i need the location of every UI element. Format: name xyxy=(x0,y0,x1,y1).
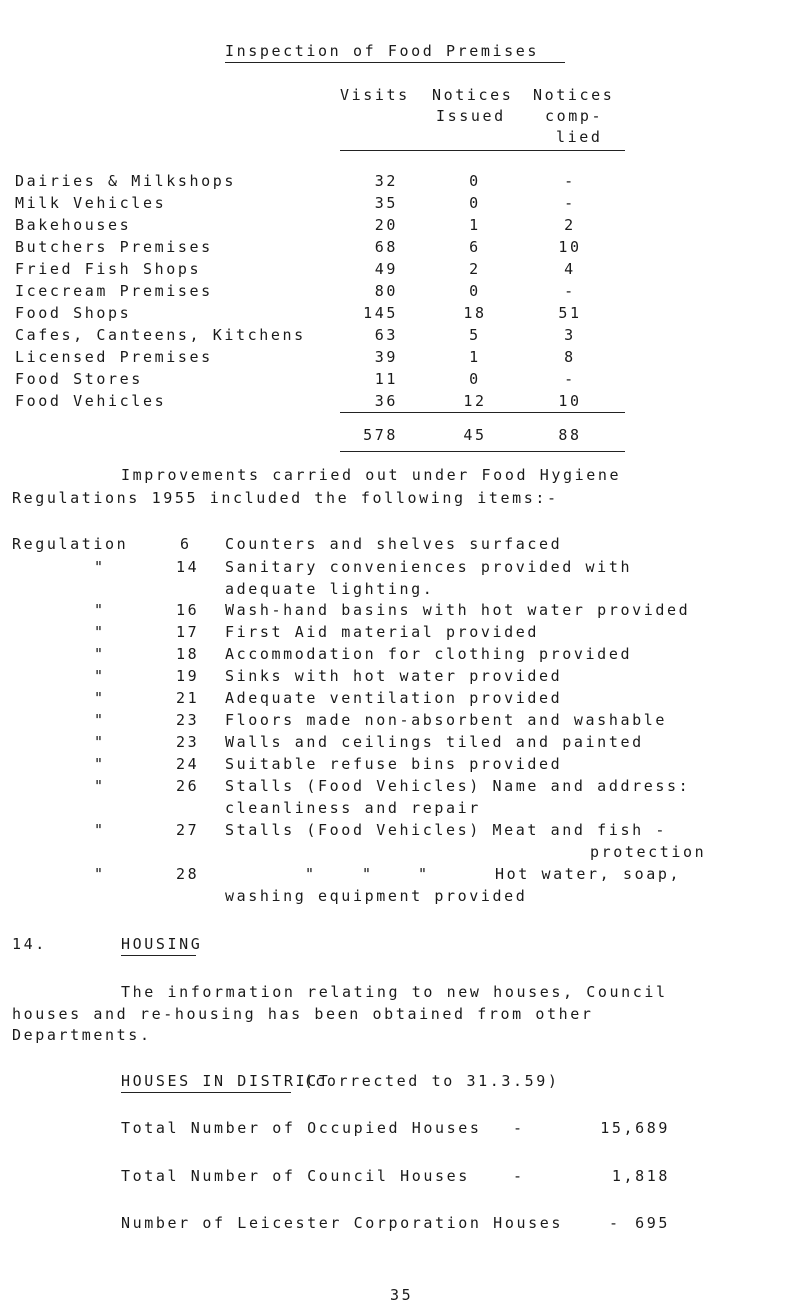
row-name: Cafes, Canteens, Kitchens xyxy=(15,326,306,344)
row-visits: 11 xyxy=(374,370,398,388)
totals-top-rule xyxy=(340,412,625,413)
stat-dash: - xyxy=(609,1214,621,1232)
page-title: Inspection of Food Premises xyxy=(225,42,540,60)
row-complied: 8 xyxy=(564,348,576,366)
housing-heading-underline xyxy=(121,955,196,956)
stat-dash: - xyxy=(513,1167,525,1185)
ditto-mark: " xyxy=(94,777,106,795)
regulation-text: Sinks with hot water provided xyxy=(225,667,563,685)
ditto-mark: " xyxy=(94,667,106,685)
regulation-number: 24 xyxy=(176,755,200,773)
row-complied: 2 xyxy=(564,216,576,234)
regulation-text-cont: cleanliness and repair xyxy=(225,799,481,817)
regulation-text: Stalls (Food Vehicles) Name and address: xyxy=(225,777,691,795)
row-issued: 0 xyxy=(469,172,481,190)
row-visits: 35 xyxy=(374,194,398,212)
regulation-number: 21 xyxy=(176,689,200,707)
ditto-mark: " xyxy=(94,689,106,707)
ditto-mark: " xyxy=(94,821,106,839)
regulation-number: 6 xyxy=(180,535,192,553)
stat-dash: - xyxy=(513,1119,525,1137)
header-complied-3: lied xyxy=(556,128,603,146)
stat-label: Number of Leicester Corporation Houses xyxy=(121,1214,563,1232)
row-complied: - xyxy=(564,282,576,300)
regulation-text-cont: protection xyxy=(590,843,707,861)
housing-para-line-3: Departments. xyxy=(12,1026,152,1044)
regulation-text: Walls and ceilings tiled and painted xyxy=(225,733,644,751)
row-name: Food Stores xyxy=(15,370,143,388)
totals-bottom-rule xyxy=(340,451,625,452)
stat-value: 1,818 xyxy=(611,1167,670,1185)
header-complied-1: Notices xyxy=(533,86,615,104)
row-visits: 68 xyxy=(374,238,398,256)
row-name: Food Shops xyxy=(15,304,132,322)
row-name: Licensed Premises xyxy=(15,348,213,366)
header-issued-1: Notices xyxy=(432,86,514,104)
row-issued: 0 xyxy=(469,370,481,388)
regulation-number: 26 xyxy=(176,777,200,795)
row-issued: 0 xyxy=(469,194,481,212)
row-name: Dairies & Milkshops xyxy=(15,172,236,190)
row-complied: 3 xyxy=(564,326,576,344)
regulation-number: 23 xyxy=(176,711,200,729)
regulation-number: 18 xyxy=(176,645,200,663)
regulation-text: Floors made non-absorbent and washable xyxy=(225,711,667,729)
regulation-text: Stalls (Food Vehicles) Meat and fish - xyxy=(225,821,667,839)
houses-in-district-date: (corrected to 31.3.59) xyxy=(292,1072,560,1090)
row-name: Food Vehicles xyxy=(15,392,167,410)
stat-label: Total Number of Council Houses xyxy=(121,1167,470,1185)
regulation-text-cont: adequate lighting. xyxy=(225,580,435,598)
row-complied: 10 xyxy=(558,238,582,256)
housing-para-line-2: houses and re-housing has been obtained from other xyxy=(12,1005,594,1023)
header-issued-2: Issued xyxy=(436,107,506,125)
regulation-text: Sanitary conveniences provided with xyxy=(225,558,633,576)
row-name: Icecream Premises xyxy=(15,282,213,300)
row-issued: 0 xyxy=(469,282,481,300)
row-visits: 36 xyxy=(374,392,398,410)
regulation-number: 23 xyxy=(176,733,200,751)
row-complied: - xyxy=(564,370,576,388)
regulation-number: 17 xyxy=(176,623,200,641)
regulation-text: First Aid material provided xyxy=(225,623,540,641)
stat-value: 15,689 xyxy=(600,1119,670,1137)
regulation-label: Regulation xyxy=(12,535,129,553)
row-visits: 80 xyxy=(374,282,398,300)
regulation-number: 19 xyxy=(176,667,200,685)
regulation-text: Counters and shelves surfaced xyxy=(225,535,563,553)
regulation-number: 28 xyxy=(176,865,200,883)
regulation-text: Suitable refuse bins provided xyxy=(225,755,563,773)
row-issued: 1 xyxy=(469,348,481,366)
row-complied: 51 xyxy=(558,304,582,322)
stat-label: Total Number of Occupied Houses xyxy=(121,1119,482,1137)
ditto-mark: " xyxy=(94,733,106,751)
section-number: 14. xyxy=(12,935,47,953)
row-complied: 10 xyxy=(558,392,582,410)
ditto-mark: " xyxy=(94,558,106,576)
row-issued: 6 xyxy=(469,238,481,256)
housing-heading: HOUSING xyxy=(121,935,203,953)
houses-in-district-underline xyxy=(121,1092,291,1093)
header-rule xyxy=(340,150,625,151)
page-number: 35 xyxy=(390,1286,414,1304)
row-name: Milk Vehicles xyxy=(15,194,167,212)
row-visits: 20 xyxy=(374,216,398,234)
regulation-number: 14 xyxy=(176,558,200,576)
ditto-mark: " xyxy=(94,865,106,883)
regulation-text-cont: washing equipment provided xyxy=(225,887,528,905)
ditto-mark: " xyxy=(94,755,106,773)
row-visits: 49 xyxy=(374,260,398,278)
stat-value: 695 xyxy=(635,1214,670,1232)
row-visits: 63 xyxy=(374,326,398,344)
header-visits: Visits xyxy=(340,86,410,104)
improvements-line-2: Regulations 1955 included the following items:- xyxy=(12,489,559,507)
regulation-text: Adequate ventilation provided xyxy=(225,689,563,707)
row-name: Fried Fish Shops xyxy=(15,260,202,278)
row-issued: 18 xyxy=(463,304,487,322)
ditto-mark: " xyxy=(94,645,106,663)
ditto-mark: " xyxy=(94,601,106,619)
row-visits: 39 xyxy=(374,348,398,366)
ditto-mark: " xyxy=(305,865,317,883)
improvements-line-1: Improvements carried out under Food Hygiene xyxy=(121,466,622,484)
total-issued: 45 xyxy=(463,426,487,444)
row-name: Butchers Premises xyxy=(15,238,213,256)
regulation-text: Accommodation for clothing provided xyxy=(225,645,633,663)
regulation-number: 27 xyxy=(176,821,200,839)
ditto-mark: " xyxy=(418,865,430,883)
houses-in-district-heading: HOUSES IN DISTRICT xyxy=(121,1072,331,1090)
row-issued: 2 xyxy=(469,260,481,278)
row-complied: - xyxy=(564,172,576,190)
total-complied: 88 xyxy=(558,426,582,444)
ditto-mark: " xyxy=(94,623,106,641)
row-visits: 145 xyxy=(363,304,398,322)
total-visits: 578 xyxy=(363,426,398,444)
ditto-mark: " xyxy=(362,865,374,883)
housing-para-line-1: The information relating to new houses, Council xyxy=(121,983,668,1001)
regulation-text: Wash-hand basins with hot water provided xyxy=(225,601,691,619)
row-issued: 1 xyxy=(469,216,481,234)
row-issued: 12 xyxy=(463,392,487,410)
regulation-number: 16 xyxy=(176,601,200,619)
row-complied: 4 xyxy=(564,260,576,278)
row-issued: 5 xyxy=(469,326,481,344)
title-underline xyxy=(225,62,565,63)
row-visits: 32 xyxy=(374,172,398,190)
ditto-mark: " xyxy=(94,711,106,729)
row-complied: - xyxy=(564,194,576,212)
regulation-text: Hot water, soap, xyxy=(495,865,682,883)
header-complied-2: comp- xyxy=(545,107,604,125)
row-name: Bakehouses xyxy=(15,216,132,234)
